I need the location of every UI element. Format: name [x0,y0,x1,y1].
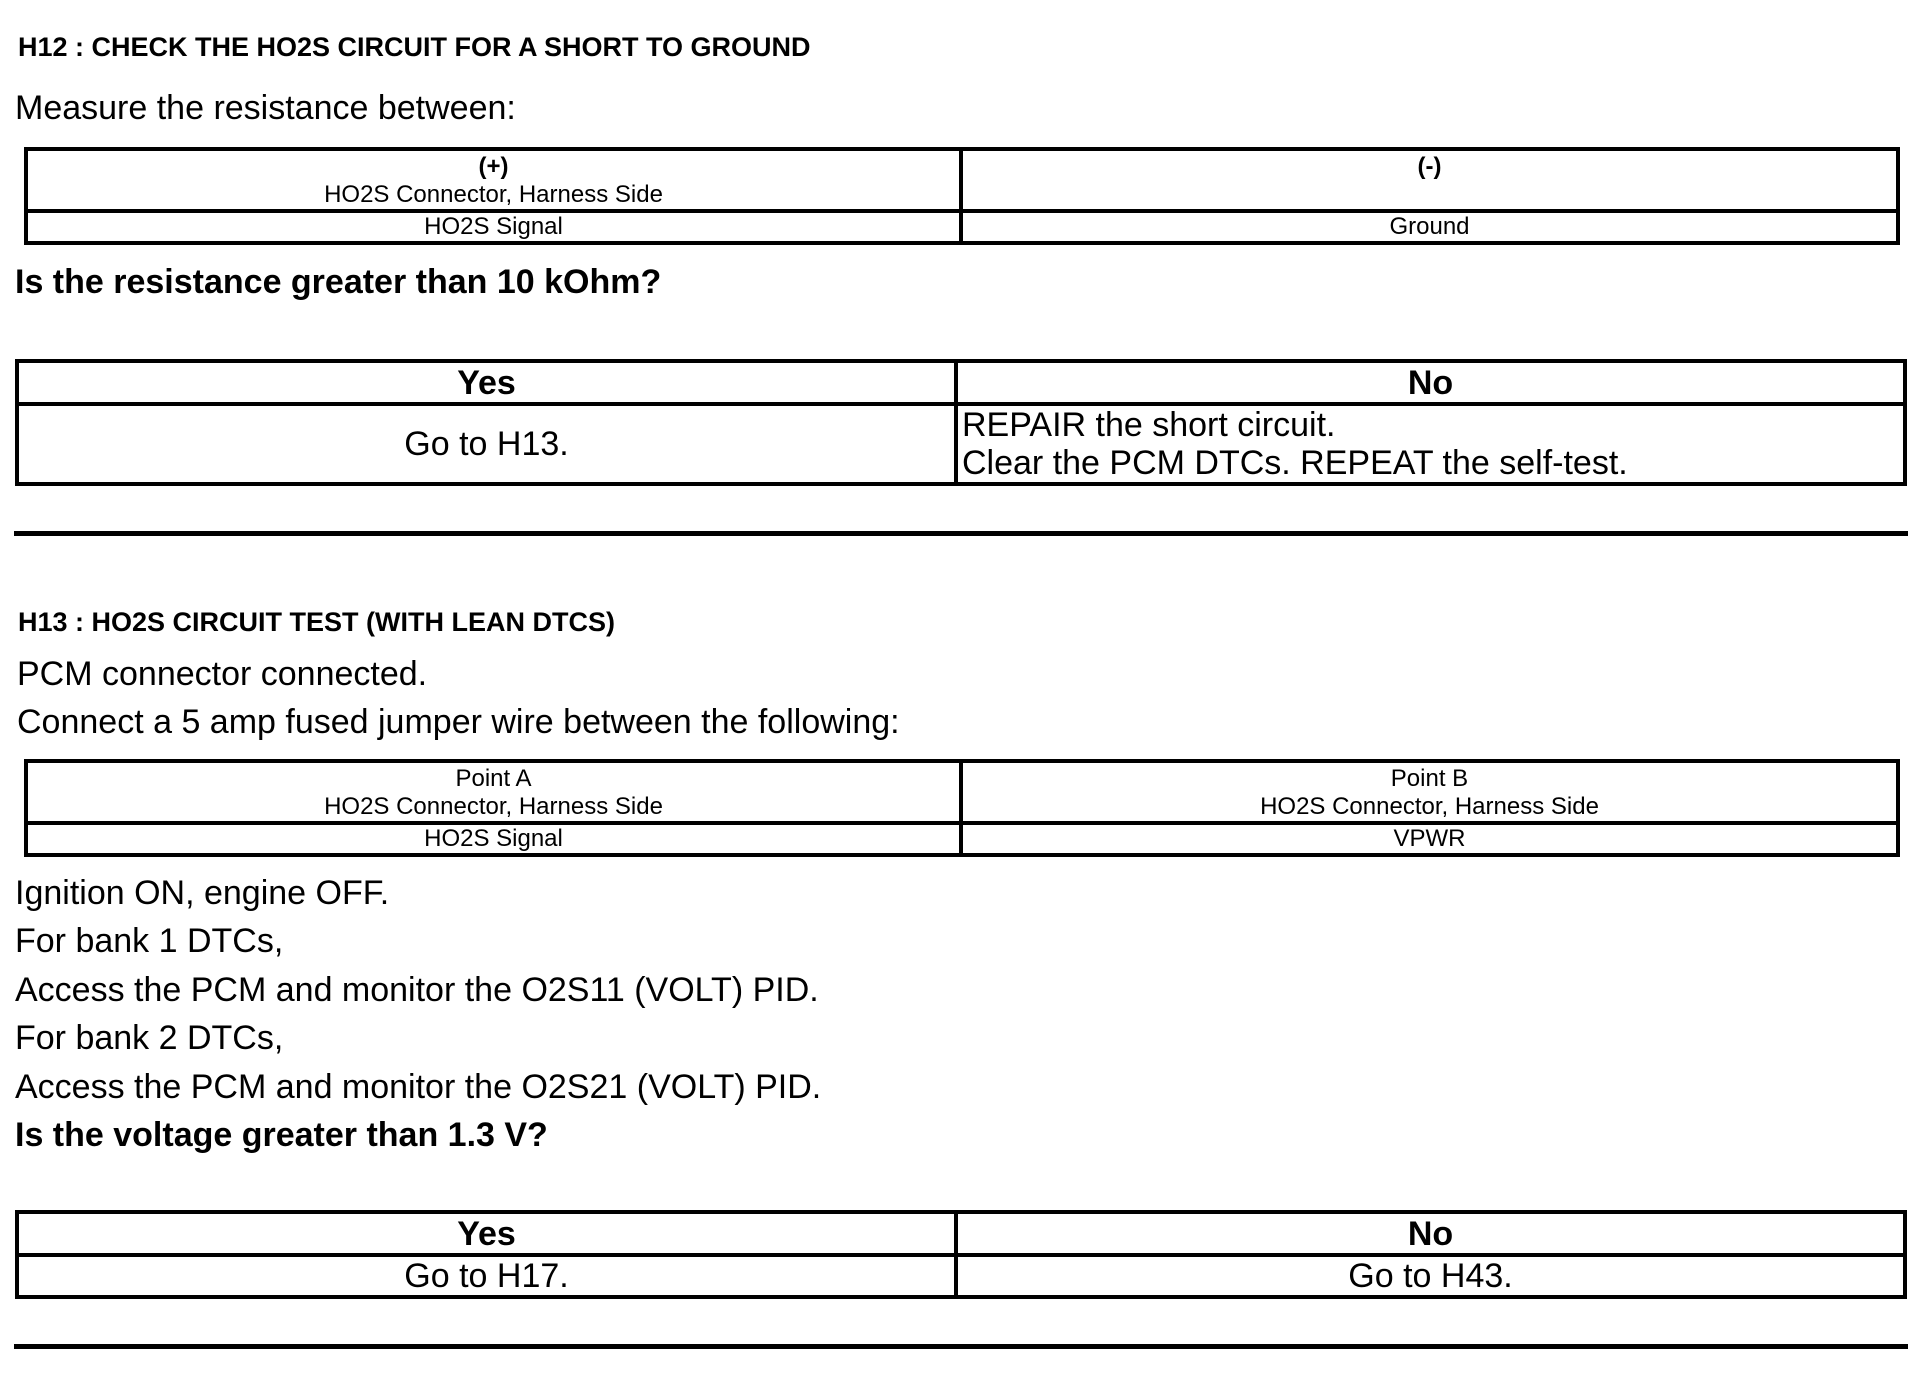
h12-result-table [15,359,1907,486]
h13-step-text: For bank 2 DTCs, [15,1019,284,1057]
table-header-row [17,361,1905,404]
point-b-value: VPWR [961,823,1898,855]
point-a-value: HO2S Signal [26,823,961,855]
h13-step-text: Access the PCM and monitor the O2S11 (VOLT) PID. [15,971,819,1009]
connector-label: HO2S Connector, Harness Side [1260,793,1599,820]
h13-step-text: PCM connector connected. [17,655,428,693]
yes-header: Yes [17,361,956,404]
minus-label: (-) [1417,153,1442,180]
yes-action: Go to H17. [17,1255,956,1297]
plus-label: (+) [478,153,509,180]
point-a-label: Point A [455,765,532,792]
no-action [956,404,1905,484]
no-header: No [956,1212,1905,1255]
table-row [26,211,1898,243]
minus-terminal-cell [961,149,1898,211]
table-header-row [26,149,1898,211]
h13-step-text: Access the PCM and monitor the O2S21 (VOLT) PID. [15,1068,822,1106]
h12-title: H12 : CHECK THE HO2S CIRCUIT FOR A SHORT TO GROUND [18,32,811,62]
h13-jumper-table [24,759,1900,857]
yes-header: Yes [17,1212,956,1255]
h13-step-text: For bank 1 DTCs, [15,922,284,960]
no-action: Go to H43. [956,1255,1905,1297]
h12-measure-table [24,147,1900,245]
plus-terminal-cell [26,149,961,211]
connector-label: HO2S Connector, Harness Side [324,181,663,208]
h13-question: Is the voltage greater than 1.3 V? [15,1116,548,1154]
point-b-cell [961,761,1898,823]
h12-intro-text: Measure the resistance between: [15,89,516,127]
h13-step-text: Ignition ON, engine OFF. [15,874,390,912]
table-header-row [17,1212,1905,1255]
no-header: No [956,361,1905,404]
table-header-row [26,761,1898,823]
h13-title: H13 : HO2S CIRCUIT TEST (WITH LEAN DTCS) [18,607,616,637]
plus-pin-value: HO2S Signal [26,211,961,243]
table-row [17,404,1905,484]
section-divider [14,531,1908,536]
table-row [26,823,1898,855]
no-action-line: REPAIR the short circuit. [962,406,1336,444]
h12-question: Is the resistance greater than 10 kOhm? [15,263,662,301]
h13-step-text: Connect a 5 amp fused jumper wire between the following: [17,703,900,741]
h13-result-table [15,1210,1907,1299]
no-action-line: Clear the PCM DTCs. REPEAT the self-test. [962,444,1628,482]
point-a-cell [26,761,961,823]
minus-pin-value: Ground [961,211,1898,243]
connector-label: HO2S Connector, Harness Side [324,793,663,820]
section-divider [14,1344,1908,1349]
table-row [17,1255,1905,1297]
point-b-label: Point B [1390,765,1469,792]
yes-action: Go to H13. [17,404,956,484]
